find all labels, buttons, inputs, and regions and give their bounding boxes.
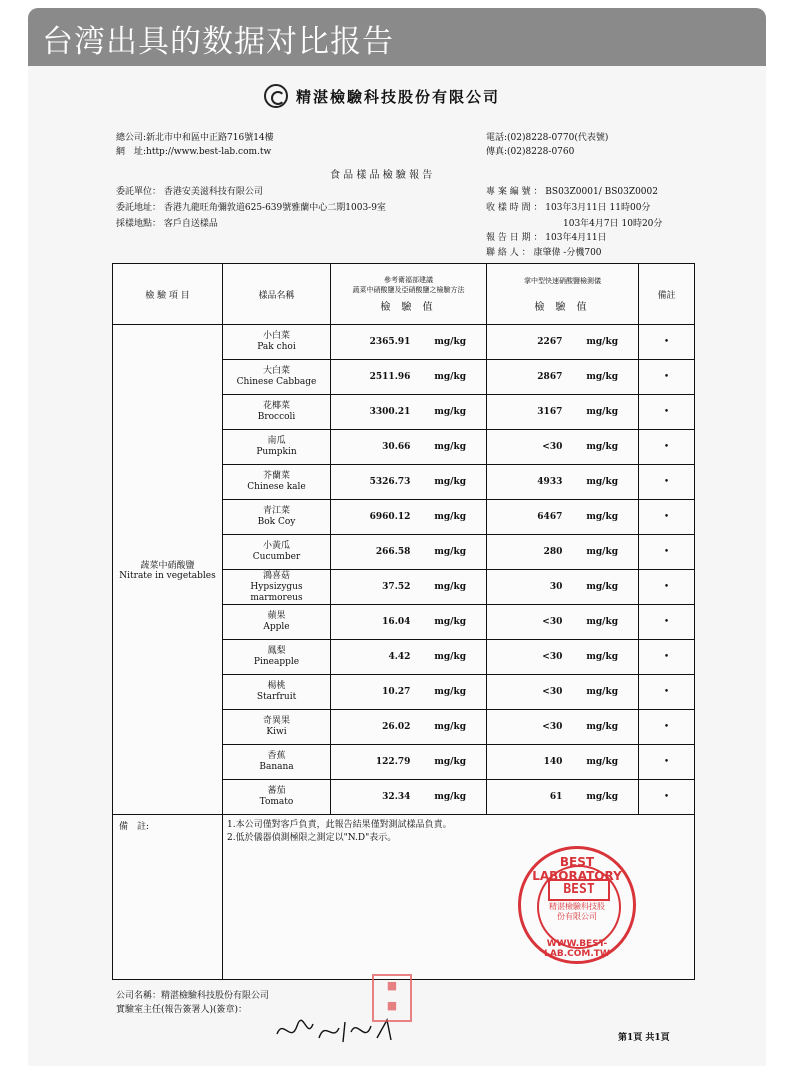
quick-value-cell: 2867 mg/kg — [487, 360, 639, 395]
contact-person: 聯 絡 人 ： 康肇偉 -分機700 — [486, 248, 602, 258]
sample-name-cell: 蕃茄 Tomato — [223, 780, 331, 815]
quick-value-cell: 30 mg/kg — [487, 570, 639, 605]
sample-name-cell: 南瓜 Pumpkin — [223, 430, 331, 465]
client-address: 委託地址： 香港九龍旺角彌敦道625-639號雅蘭中心二期1003-9室 — [116, 203, 386, 213]
footer-company: 公司名稱：精湛檢驗科技股份有限公司 — [116, 991, 270, 1001]
page-banner — [28, 8, 766, 66]
header-quick-tester: 掌中型快速硝酸鹽檢測儀 檢 驗 值 — [487, 264, 639, 325]
report-date: 報 告 日 期 ： 103年4月11日 — [486, 233, 607, 243]
sample-name-cell: 小黃瓜 Cucumber — [223, 535, 331, 570]
banner-title: 台湾出具的数据对比报告 — [42, 24, 394, 60]
remark-cell: • — [639, 605, 695, 640]
reference-value-cell: 3300.21 mg/kg — [331, 395, 487, 430]
reference-value-cell: 32.34 mg/kg — [331, 780, 487, 815]
sample-name-cell: 花椰菜 Broccoli — [223, 395, 331, 430]
sample-name-cell: 青江菜 Bok Coy — [223, 500, 331, 535]
remark-cell: • — [639, 535, 695, 570]
stamp-box: BEST — [548, 879, 610, 901]
sample-name-cell: 小白菜 Pak choi — [223, 325, 331, 360]
notes-label: 備 註: — [113, 815, 223, 980]
sample-name-cell: 楊桃 Starfruit — [223, 675, 331, 710]
remark-cell: • — [639, 500, 695, 535]
quick-value-cell: 280 mg/kg — [487, 535, 639, 570]
quick-value-cell: 61 mg/kg — [487, 780, 639, 815]
table-row — [113, 325, 695, 360]
quick-value-cell: 3167 mg/kg — [487, 395, 639, 430]
stamp-ring-bottom: WWW.BEST-LAB.COM.TW — [544, 939, 610, 959]
reference-value-cell: 5326.73 mg/kg — [331, 465, 487, 500]
quick-value-cell: 2267 mg/kg — [487, 325, 639, 360]
quick-value-cell: <30 mg/kg — [487, 605, 639, 640]
reference-value-cell: 6960.12 mg/kg — [331, 500, 487, 535]
table-header-row — [113, 264, 695, 325]
remark-cell: • — [639, 395, 695, 430]
quick-value-cell: <30 mg/kg — [487, 640, 639, 675]
sampling-site: 採樣地點： 客戶自送樣品 — [116, 219, 218, 229]
stamp-ring-top: BEST LABORATORY — [532, 855, 622, 883]
sample-name-cell: 奇異果 Kiwi — [223, 710, 331, 745]
results-body — [113, 325, 695, 815]
reference-value-cell: 2365.91 mg/kg — [331, 325, 487, 360]
sample-name-cell: 鴻喜菇 Hypsizygus marmoreus — [223, 570, 331, 605]
remark-cell: • — [639, 465, 695, 500]
reference-value-cell: 16.04 mg/kg — [331, 605, 487, 640]
sample-name-cell: 芥蘭菜 Chinese kale — [223, 465, 331, 500]
red-seal-icon: ■ ■ — [372, 974, 412, 1022]
phone: 電話:(02)8228-0770(代表號) — [486, 133, 609, 143]
remark-cell: • — [639, 745, 695, 780]
reference-value-cell: 30.66 mg/kg — [331, 430, 487, 465]
case-number: 專 案 編 號 ： BS03Z0001/ BS03Z0002 — [486, 187, 658, 197]
sample-name-cell: 大白菜 Chinese Cabbage — [223, 360, 331, 395]
header-sample-name: 樣品名稱 — [223, 264, 331, 325]
reference-value-cell: 4.42 mg/kg — [331, 640, 487, 675]
reference-value-cell: 2511.96 mg/kg — [331, 360, 487, 395]
remark-cell: • — [639, 710, 695, 745]
remark-cell: • — [639, 570, 695, 605]
remark-cell: • — [639, 430, 695, 465]
company-logo-icon — [264, 84, 288, 108]
remark-cell: • — [639, 675, 695, 710]
sample-name-cell: 香蕉 Banana — [223, 745, 331, 780]
page-number: 第1頁 共1頁 — [618, 1033, 670, 1043]
header-reference-method: 參考衛福部建議 蔬菜中硝酸鹽及亞硝酸鹽之檢驗方法 檢 驗 值 — [331, 264, 487, 325]
header-remark: 備註 — [639, 264, 695, 325]
item-cell: 蔬菜中硝酸鹽 Nitrate in vegetables — [113, 325, 223, 815]
laboratory-stamp — [518, 846, 636, 964]
company-name: 精湛檢驗科技股份有限公司 — [296, 88, 501, 106]
receive-time-second: 103年4月7日 10時20分 — [563, 219, 663, 229]
reference-value-cell: 26.02 mg/kg — [331, 710, 487, 745]
footer-director: 實驗室主任(報告簽署人)(簽章)： — [116, 1005, 248, 1015]
remark-cell: • — [639, 780, 695, 815]
quick-value-cell: <30 mg/kg — [487, 710, 639, 745]
quick-value-cell: 6467 mg/kg — [487, 500, 639, 535]
remark-cell: • — [639, 325, 695, 360]
note-2: 2.低於儀器偵測極限之測定以"N.D"表示。 — [227, 833, 397, 843]
quick-value-cell: 4933 mg/kg — [487, 465, 639, 500]
remark-cell: • — [639, 640, 695, 675]
stamp-company-name: 精湛檢驗科技股份有限公司 — [549, 902, 605, 921]
receive-time: 收 樣 時 間 ： 103年3月11日 11時00分 — [486, 203, 651, 213]
reference-value-cell: 37.52 mg/kg — [331, 570, 487, 605]
document-title: 食 品 樣 品 檢 驗 報 告 — [330, 170, 433, 181]
company-header — [264, 84, 624, 108]
reference-value-cell: 266.58 mg/kg — [331, 535, 487, 570]
client-unit: 委託單位： 香港安美滋科技有限公司 — [116, 187, 263, 197]
note-1: 1.本公司僅對客戶負責，此報告結果僅對測試樣品負責。 — [227, 820, 452, 830]
header-item: 檢 驗 項 目 — [113, 264, 223, 325]
quick-value-cell: <30 mg/kg — [487, 675, 639, 710]
reference-value-cell: 122.79 mg/kg — [331, 745, 487, 780]
hq-address: 總公司:新北市中和區中正路716號14樓 — [116, 133, 274, 143]
report-paper — [28, 66, 766, 1066]
remark-cell: • — [639, 360, 695, 395]
sample-name-cell: 鳳梨 Pineapple — [223, 640, 331, 675]
quick-value-cell: <30 mg/kg — [487, 430, 639, 465]
fax: 傳真:(02)8228-0760 — [486, 147, 575, 157]
quick-value-cell: 140 mg/kg — [487, 745, 639, 780]
sample-name-cell: 蘋果 Apple — [223, 605, 331, 640]
website: 網 址:http://www.best-lab.com.tw — [116, 147, 272, 157]
reference-value-cell: 10.27 mg/kg — [331, 675, 487, 710]
